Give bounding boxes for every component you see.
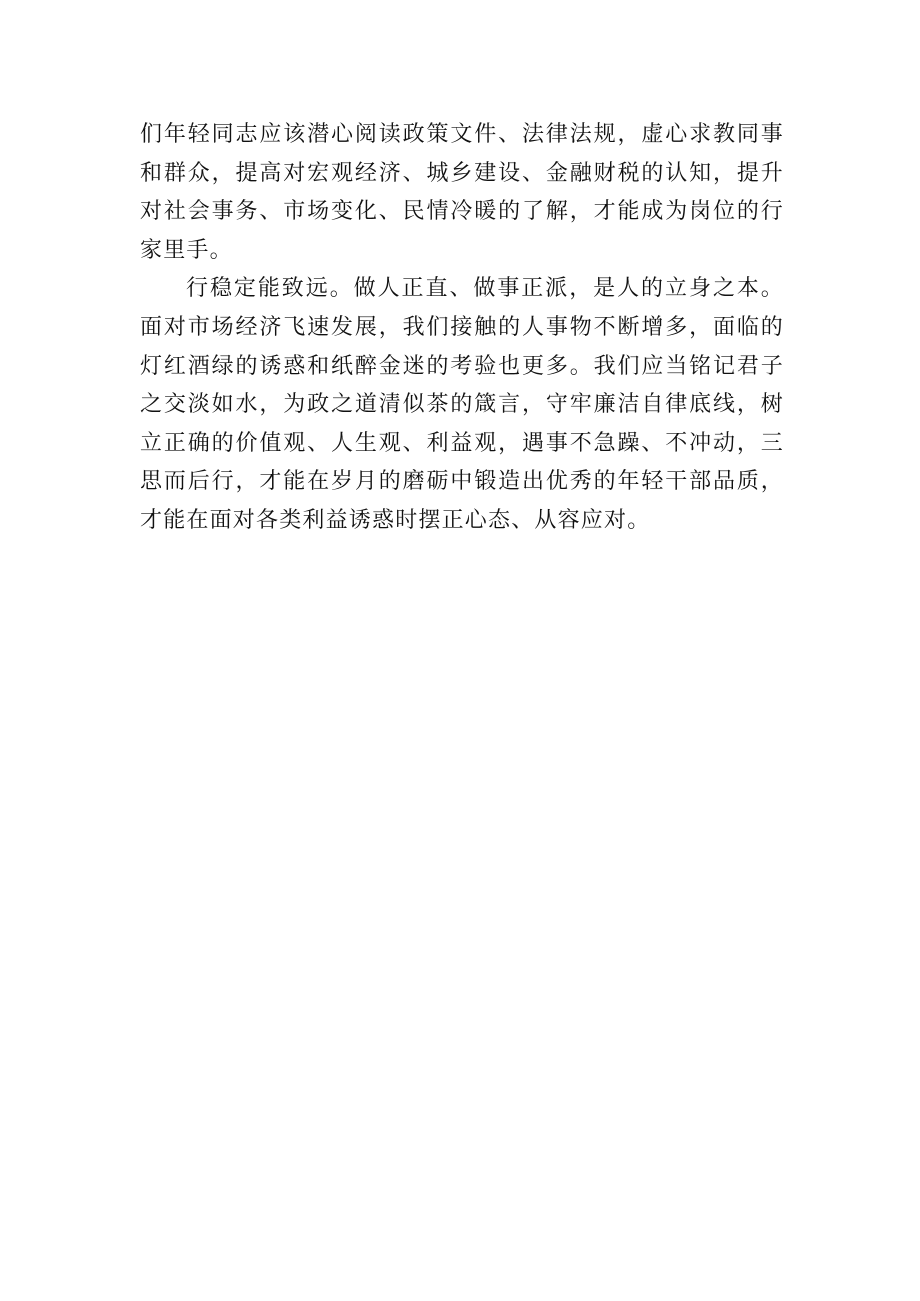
paragraph-continuation: 们年轻同志应该潜心阅读政策文件、法律法规，虚心求教同事和群众，提高对宏观经济、城乡建设、金融财税的认知，提升对社会事务、市场变化、民情冷暖的了解，才能成为岗位的行家里手。	[140, 122, 784, 263]
body-text	[140, 116, 784, 541]
paragraph-integrity: 行稳定能致远。做人正直、做事正派，是人的立身之本。面对市场经济飞速发展，我们接触的人事物不断增多，面临的灯红酒绿的诱惑和纸醉金迷的考验也更多。我们应当铭记君子之交淡如水，为政之道清似茶的箴言，守牢廉洁自律底线，树立正确的价值观、人生观、利益观，遇事不急躁、不冲动，三思而后行，才能在岁月的磨砺中锻造出优秀的年轻干部品质，才能在面对各类利益诱惑时摆正心态、从容应对。	[140, 276, 784, 533]
